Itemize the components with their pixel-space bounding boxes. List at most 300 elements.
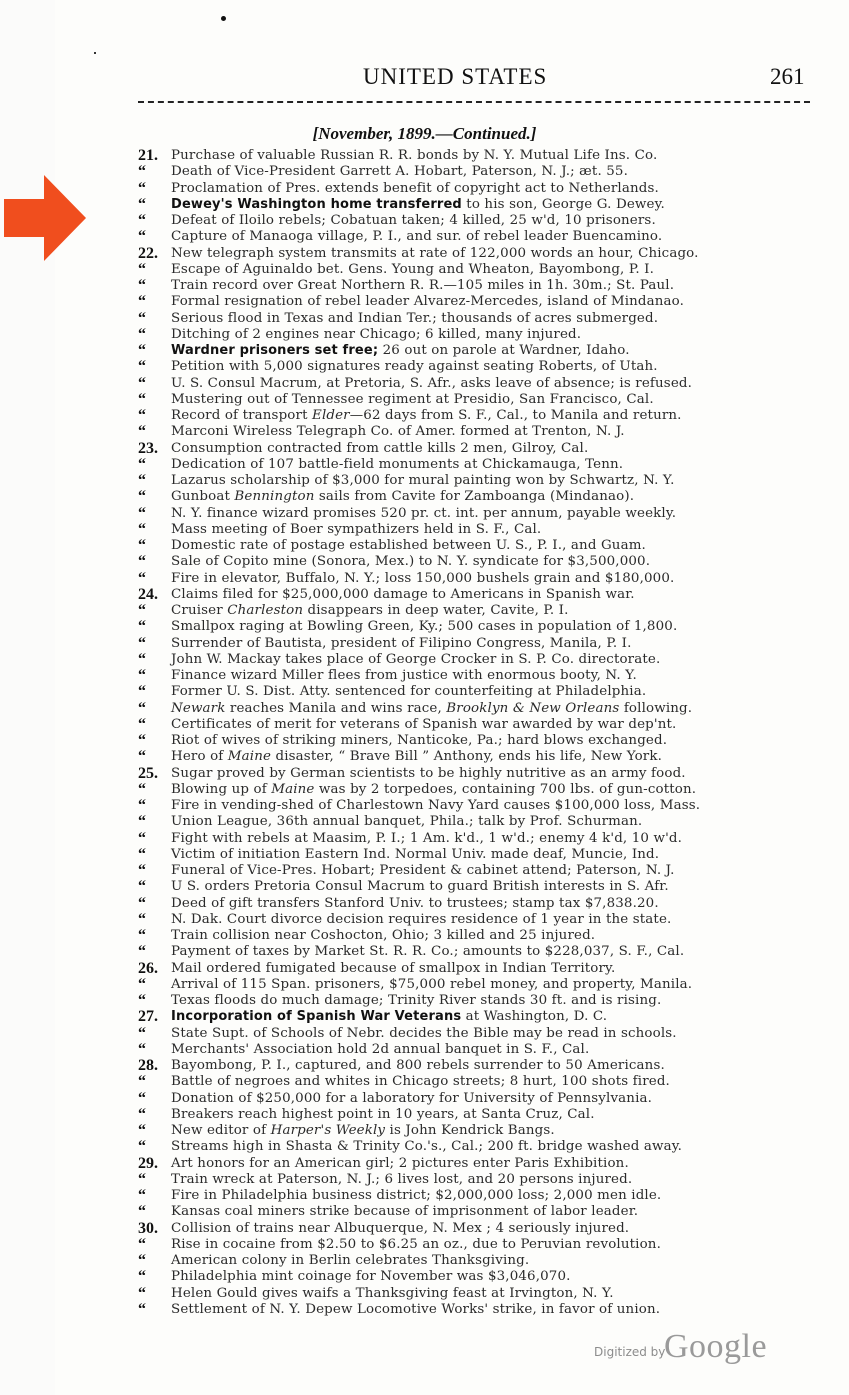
entry-day: “ (138, 992, 146, 1009)
page-number: 261 (770, 64, 805, 89)
entry-fragment: Payment of taxes by Market St. R. R. Co.; amounts to $228,037, S. F., Cal. (171, 944, 685, 960)
entry-text (171, 1187, 661, 1204)
entry-text (171, 472, 675, 489)
entry-text (171, 1268, 571, 1285)
entry-text (171, 1106, 595, 1123)
entry-fragment: at Washington, D. C. (461, 1009, 608, 1025)
list-item (138, 635, 828, 651)
list-item (138, 488, 828, 504)
entry-text (171, 1236, 661, 1253)
list-item (138, 1220, 828, 1236)
entry-text (171, 960, 615, 977)
entry-day: “ (138, 260, 146, 278)
entry-day: “ (138, 488, 146, 506)
ink-speck (221, 16, 226, 21)
entry-fragment: N. Y. finance wizard promises 520 pr. ct. int. per annum, payable weekly. (171, 505, 677, 521)
entry-text (171, 586, 635, 603)
entry-day: “ (138, 390, 146, 408)
entry-fragment: Record of transport (171, 408, 313, 423)
list-item (138, 1155, 828, 1171)
list-item (138, 846, 828, 862)
entry-fragment: Settlement of N. Y. Depew Locomotive Works' strike, in favor of union. (171, 1301, 661, 1317)
list-item (138, 1285, 828, 1301)
entry-day: “ (138, 878, 146, 896)
entry-day: “ (138, 1040, 146, 1058)
entry-fragment: Proclamation of Pres. extends benefit of copyright act to Netherlands. (171, 180, 659, 196)
entry-fragment: Fire in Philadelphia business district; $2,000,000 loss; 2,000 men idle. (171, 1188, 662, 1203)
entry-day: “ (138, 602, 146, 619)
list-item (138, 700, 828, 716)
entry-text (171, 1041, 589, 1058)
entry-fragment: Petition with 5,000 signatures ready against seating Roberts, of Utah. (171, 359, 658, 375)
entry-fragment: Cruiser (171, 603, 228, 618)
list-item (138, 765, 828, 781)
entry-day: “ (138, 277, 146, 294)
entry-fragment: Victim of initiation Eastern Ind. Normal Univ. made deaf, Muncie, Ind. (171, 846, 660, 862)
entry-fragment: Serious flood in Texas and Indian Ter.; thousands of acres submerged. (171, 310, 659, 326)
list-item (138, 407, 828, 423)
list-item (138, 602, 828, 618)
list-item (138, 277, 828, 293)
list-item (138, 245, 828, 261)
entry-text (171, 667, 637, 684)
entry-text (171, 1171, 632, 1188)
list-item (138, 537, 828, 553)
list-item (138, 293, 828, 309)
entry-fragment: Merchants' Association hold 2d annual banquet in S. F., Cal. (171, 1041, 590, 1057)
entry-italic: Brooklyn & New Orleans (446, 700, 620, 716)
entry-text (171, 781, 696, 798)
entry-day: “ (138, 504, 146, 522)
entry-emphasis: Wardner prisoners set free; (171, 343, 379, 358)
entry-day: 28. (138, 1057, 158, 1074)
entry-text (171, 878, 669, 895)
entry-text (171, 1138, 682, 1155)
entry-day: “ (138, 358, 146, 376)
entry-fragment: Smallpox raging at Bowling Green, Ky.; 500 cases in population of 1,800. (171, 619, 678, 635)
entry-emphasis: Dewey's Washington home transferred (171, 196, 462, 212)
entry-day: 22. (138, 244, 158, 262)
entry-fragment: Escape of Aguinaldo bet. Gens. Young and Wheaton, Bayombong, P. I. (171, 261, 654, 277)
entry-fragment: reaches Manila and wins race, (225, 700, 447, 716)
entry-day: “ (138, 699, 146, 717)
list-item (138, 147, 828, 163)
entry-italic: Charleston (227, 603, 304, 618)
entry-day: “ (138, 862, 146, 879)
header-rule (138, 101, 810, 103)
list-item (138, 1301, 828, 1317)
entry-fragment: State Supt. of Schools of Nebr. decides the Bible may be read in schools. (171, 1025, 677, 1041)
list-item (138, 456, 828, 472)
entry-text (171, 683, 646, 700)
entry-text (171, 245, 699, 262)
list-item (138, 830, 828, 846)
list-item (138, 228, 828, 244)
list-item (138, 358, 828, 374)
entry-fragment: Streams high in Shasta & Trinity Co.'s., Cal.; 200 ft. bridge washed away. (171, 1139, 683, 1155)
entry-fragment: Ditching of 2 engines near Chicago; 6 killed, many injured. (171, 326, 582, 342)
chronology-list (138, 147, 828, 1317)
list-item (138, 683, 828, 699)
entry-text (171, 342, 630, 359)
entry-day: “ (138, 715, 146, 733)
entry-day: “ (138, 748, 146, 766)
list-item (138, 992, 828, 1008)
entry-day: “ (138, 927, 146, 944)
entry-text (171, 326, 581, 343)
entry-day: “ (138, 894, 146, 912)
list-item (138, 391, 828, 407)
entry-day: “ (138, 797, 146, 814)
entry-fragment: Breakers reach highest point in 10 years, at Santa Cruz, Cal. (171, 1106, 595, 1122)
list-item (138, 895, 828, 911)
entry-text (171, 1285, 614, 1302)
list-item (138, 781, 828, 797)
entry-day: “ (138, 1235, 146, 1253)
entry-fragment: U. S. Consul Macrum, at Pretoria, S. Afr., asks leave of absence; is refused. (171, 375, 693, 391)
entry-fragment: Sale of Copito mine (Sonora, Mex.) to N. Y. syndicate for $3,500,000. (171, 554, 651, 570)
entry-fragment: Dedication of 107 battle-field monuments at Chickamauga, Tenn. (171, 456, 624, 472)
list-item (138, 911, 828, 927)
ink-speck (94, 52, 96, 54)
entry-text (171, 748, 662, 765)
entry-fragment: Art honors for an American girl; 2 pictures enter Paris Exhibition. (171, 1155, 629, 1171)
entry-day: “ (138, 228, 146, 246)
entry-text (171, 521, 541, 538)
entry-fragment: sails from Cavite for Zamboanga (Mindanao). (314, 489, 635, 505)
list-item (138, 342, 828, 358)
entry-text (171, 1057, 665, 1074)
entry-fragment: Philadelphia mint coinage for November was $3,046,070. (171, 1269, 571, 1285)
entry-text (171, 1220, 629, 1237)
entry-day: “ (138, 1203, 146, 1221)
entry-day: 23. (138, 439, 158, 457)
entry-day: “ (138, 1268, 146, 1286)
entry-fragment: New editor of (171, 1123, 271, 1138)
entry-text (171, 700, 692, 717)
entry-text (171, 992, 661, 1009)
entry-fragment: Train wreck at Paterson, N. J.; 6 lives lost, and 20 persons injured. (171, 1171, 633, 1187)
entry-fragment: is John Kendrick Bangs. (385, 1123, 555, 1138)
list-item (138, 1252, 828, 1268)
entry-text (171, 618, 677, 635)
entry-fragment: New telegraph system transmits at rate of 122,000 words an hour, Chicago. (171, 245, 699, 261)
list-item (138, 212, 828, 228)
entry-text (171, 391, 654, 408)
list-item (138, 570, 828, 586)
entry-fragment: Kansas coal miners strike because of imprisonment of labor leader. (171, 1204, 639, 1220)
entry-fragment: was by 2 torpedoes, containing 700 lbs. of gun-cotton. (314, 781, 697, 797)
entry-italic: Bennington (234, 489, 315, 505)
entry-text (171, 180, 659, 197)
entry-day: “ (138, 309, 146, 327)
entry-fragment: Mass meeting of Boer sympathizers held in S. F., Cal. (171, 521, 542, 537)
list-item (138, 976, 828, 992)
entry-text (171, 846, 659, 863)
entry-fragment: 26 out on parole at Wardner, Idaho. (378, 343, 630, 358)
entry-text (171, 911, 671, 928)
list-item (138, 310, 828, 326)
entry-fragment: Death of Vice-President Garrett A. Hobart, Paterson, N. J.; æt. 55. (171, 164, 629, 180)
entry-fragment: Defeat of Iloilo rebels; Cobatuan taken; 4 killed, 25 w'd, 10 prisoners. (171, 213, 656, 228)
entry-day: “ (138, 553, 146, 571)
entry-day: “ (138, 1122, 146, 1139)
entry-text (171, 456, 623, 473)
entry-day: “ (138, 423, 146, 441)
list-item (138, 326, 828, 342)
entry-day: “ (138, 472, 146, 489)
entry-day: 21. (138, 147, 158, 164)
list-item (138, 732, 828, 748)
list-item (138, 960, 828, 976)
entry-day: “ (138, 813, 146, 831)
entry-day: “ (138, 455, 146, 473)
entry-fragment: Formal resignation of rebel leader Alvarez-Mercedes, island of Mindanao. (171, 294, 685, 310)
entry-fragment: to his son, George G. Dewey. (461, 196, 665, 212)
list-item (138, 1138, 828, 1154)
list-item (138, 618, 828, 634)
entry-text (171, 553, 650, 570)
digitized-by-label: Digitized by (594, 1345, 666, 1359)
list-item (138, 505, 828, 521)
entry-fragment: Blowing up of (171, 781, 272, 797)
entry-text (171, 862, 675, 879)
list-item (138, 1090, 828, 1106)
entry-text (171, 635, 631, 652)
entry-day: “ (138, 537, 146, 554)
list-item (138, 748, 828, 764)
entry-day: 24. (138, 585, 158, 603)
entry-text (171, 1155, 629, 1172)
list-item (138, 1236, 828, 1252)
entry-day: “ (138, 732, 146, 749)
entry-text (171, 895, 659, 912)
entry-text (171, 310, 658, 327)
entry-text (171, 407, 682, 424)
entry-fragment: Arrival of 115 Span. prisoners, $75,000 rebel money, and property, Manila. (171, 976, 693, 992)
entry-fragment: Riot of wives of striking miners, Nanticoke, Pa.; hard blows exchanged. (171, 733, 668, 748)
entry-day: “ (138, 195, 146, 213)
arrow-right-icon (4, 175, 86, 261)
entry-day: “ (138, 212, 146, 229)
list-item (138, 1122, 828, 1138)
list-item (138, 586, 828, 602)
entry-fragment: Former U. S. Dist. Atty. sentenced for counterfeiting at Philadelphia. (171, 684, 647, 700)
list-item (138, 1187, 828, 1203)
entry-text (171, 1252, 529, 1269)
entry-fragment: American colony in Berlin celebrates Thanksgiving. (171, 1253, 530, 1268)
entry-text (171, 813, 642, 830)
entry-day: “ (138, 1138, 146, 1156)
list-item (138, 716, 828, 732)
entry-fragment: John W. Mackay takes place of George Crocker in S. P. Co. directorate. (171, 651, 661, 667)
list-item (138, 1008, 828, 1024)
entry-fragment: Claims filed for $25,000,000 damage to Americans in Spanish war. (171, 586, 635, 602)
entry-fragment: Marconi Wireless Telegraph Co. of Amer. formed at Trenton, N. J. (171, 424, 625, 440)
entry-fragment: Certificates of merit for veterans of Spanish war awarded by war dep'nt. (171, 716, 677, 732)
entry-fragment: Mail ordered fumigated because of smallpox in Indian Territory. (171, 960, 616, 976)
entry-text (171, 716, 676, 733)
entry-fragment: following. (619, 700, 693, 716)
entry-day: “ (138, 1073, 146, 1091)
entry-text (171, 732, 667, 749)
entry-fragment: U S. orders Pretoria Consul Macrum to guard British interests in S. Afr. (171, 879, 669, 895)
entry-fragment: Battle of negroes and whites in Chicago streets; 8 hurt, 100 shots fired. (171, 1074, 670, 1090)
entry-day: “ (138, 179, 146, 197)
entry-fragment: Purchase of valuable Russian R. R. bonds by N. Y. Mutual Life Ins. Co. (171, 148, 658, 163)
entry-fragment: Helen Gould gives waifs a Thanksgiving feast at Irvington, N. Y. (171, 1285, 614, 1301)
entry-italic: Maine (227, 749, 272, 765)
list-item (138, 180, 828, 196)
entry-text (171, 1203, 638, 1220)
entry-day: “ (138, 845, 146, 863)
list-item (138, 878, 828, 894)
entry-fragment: —62 days from S. F., Cal., to Manila and return. (349, 408, 682, 423)
entry-fragment: Gunboat (171, 489, 235, 505)
entry-day: “ (138, 374, 146, 392)
list-item (138, 1268, 828, 1284)
entry-day: 27. (138, 1008, 158, 1026)
entry-day: “ (138, 1105, 146, 1123)
entry-text (171, 830, 682, 847)
running-head: UNITED STATES (363, 64, 548, 89)
entry-italic: Newark (171, 700, 226, 716)
entry-text (171, 1073, 670, 1090)
entry-fragment: Lazarus scholarship of $3,000 for mural painting won by Schwartz, N. Y. (171, 473, 675, 488)
entry-text (171, 423, 625, 440)
entry-day: “ (138, 618, 146, 636)
entry-text (171, 212, 656, 229)
entry-fragment: Collision of trains near Albuquerque, N. Mex ; 4 seriously injured. (171, 1220, 630, 1236)
entry-text (171, 602, 569, 619)
entry-day: 25. (138, 764, 158, 782)
entry-day: “ (138, 1252, 146, 1269)
entry-day: “ (138, 407, 146, 424)
list-item (138, 1041, 828, 1057)
entry-text (171, 261, 654, 278)
entry-fragment: Consumption contracted from cattle kills 2 men, Gilroy, Cal. (171, 440, 589, 456)
list-item (138, 813, 828, 829)
entry-text (171, 147, 657, 164)
list-item (138, 1171, 828, 1187)
entry-text (171, 163, 628, 180)
entry-fragment: Surrender of Bautista, president of Filipino Congress, Manila, P. I. (171, 635, 632, 651)
entry-text (171, 570, 674, 587)
entry-fragment: Bayombong, P. I., captured, and 800 rebels surrender to 50 Americans. (171, 1058, 665, 1073)
list-item (138, 1057, 828, 1073)
list-item (138, 375, 828, 391)
entry-text (171, 927, 595, 944)
entry-text (171, 228, 662, 245)
google-logo: Google (664, 1328, 768, 1365)
entry-text (171, 1122, 555, 1139)
entry-day: “ (138, 634, 146, 652)
entry-fragment: disappears in deep water, Cavite, P. I. (303, 603, 569, 618)
list-item (138, 943, 828, 959)
entry-italic: Maine (271, 781, 315, 797)
entry-fragment: Texas floods do much damage; Trinity River stands 30 ft. and is rising. (171, 993, 662, 1008)
entry-text (171, 196, 665, 213)
entry-fragment: Funeral of Vice-Pres. Hobart; President & cabinet attend; Paterson, N. J. (171, 863, 675, 878)
entry-fragment: Hero of (171, 749, 228, 765)
entry-fragment: Train record over Great Northern R. R.—105 miles in 1h. 30m.; St. Paul. (171, 278, 675, 293)
list-item (138, 261, 828, 277)
entry-text (171, 1025, 677, 1042)
entry-day: “ (138, 975, 146, 993)
entry-text (171, 358, 658, 375)
list-item (138, 862, 828, 878)
entry-text (171, 375, 692, 392)
entry-text (171, 1090, 652, 1107)
entry-text (171, 797, 700, 814)
entry-day: “ (138, 1024, 146, 1042)
entry-day: “ (138, 1170, 146, 1188)
entry-day: “ (138, 1187, 146, 1204)
list-item (138, 1073, 828, 1089)
entry-text (171, 440, 588, 457)
list-item (138, 521, 828, 537)
entry-fragment: Mustering out of Tennessee regiment at Presidio, San Francisco, Cal. (171, 391, 654, 407)
entry-day: 29. (138, 1154, 158, 1172)
entry-text (171, 943, 684, 960)
entry-text (171, 976, 692, 993)
entry-day: “ (138, 342, 146, 359)
entry-fragment: Train collision near Coshocton, Ohio; 3 killed and 25 injured. (171, 928, 596, 943)
list-item (138, 196, 828, 212)
entry-fragment: Domestic rate of postage established between U. S., P. I., and Guam. (171, 538, 646, 553)
entry-day: “ (138, 650, 146, 668)
entry-fragment: Fight with rebels at Maasim, P. I.; 1 Am. k'd., 1 w'd.; enemy 4 k'd, 10 w'd. (171, 830, 683, 846)
entry-day: 26. (138, 959, 158, 977)
entry-day: “ (138, 910, 146, 928)
section-heading: [November, 1899.—Continued.] (312, 124, 537, 143)
entry-day: “ (138, 325, 146, 343)
entry-day: 30. (138, 1219, 158, 1237)
entry-day: “ (138, 520, 146, 538)
entry-text (171, 488, 634, 505)
entry-fragment: Deed of gift transfers Stanford Univ. to trustees; stamp tax $7,838.20. (171, 895, 659, 911)
entry-fragment: Fire in vending-shed of Charlestown Navy Yard causes $100,000 loss, Mass. (171, 798, 701, 813)
entry-day: “ (138, 943, 146, 961)
entry-fragment: Finance wizard Miller flees from justice with enormous booty, N. Y. (171, 668, 637, 683)
entry-text (171, 293, 684, 310)
entry-day: “ (138, 293, 146, 311)
entry-text (171, 1008, 607, 1025)
entry-text (171, 505, 676, 522)
list-item (138, 927, 828, 943)
list-item (138, 163, 828, 179)
list-item (138, 651, 828, 667)
entry-emphasis: Incorporation of Spanish War Veterans (171, 1009, 462, 1025)
entry-fragment: N. Dak. Court divorce decision requires residence of 1 year in the state. (171, 911, 672, 927)
entry-fragment: Capture of Manaoga village, P. I., and sur. of rebel leader Buencamino. (171, 229, 663, 245)
entry-fragment: Rise in cocaine from $2.50 to $6.25 an oz., due to Peruvian revolution. (171, 1236, 661, 1252)
entry-day: “ (138, 1089, 146, 1107)
entry-day: “ (138, 163, 146, 181)
entry-day: “ (138, 780, 146, 798)
entry-day: “ (138, 569, 146, 587)
entry-fragment: disaster, “ Brave Bill ” Anthony, ends his life, New York. (271, 749, 663, 765)
entry-italic: Harper's Weekly (270, 1123, 386, 1138)
entry-italic: Elder (312, 408, 350, 423)
list-item (138, 440, 828, 456)
list-item (138, 423, 828, 439)
entry-day: “ (138, 667, 146, 684)
list-item (138, 1203, 828, 1219)
list-item (138, 797, 828, 813)
entry-day: “ (138, 829, 146, 847)
entry-fragment: Donation of $250,000 for a laboratory for University of Pennsylvania. (171, 1090, 653, 1106)
